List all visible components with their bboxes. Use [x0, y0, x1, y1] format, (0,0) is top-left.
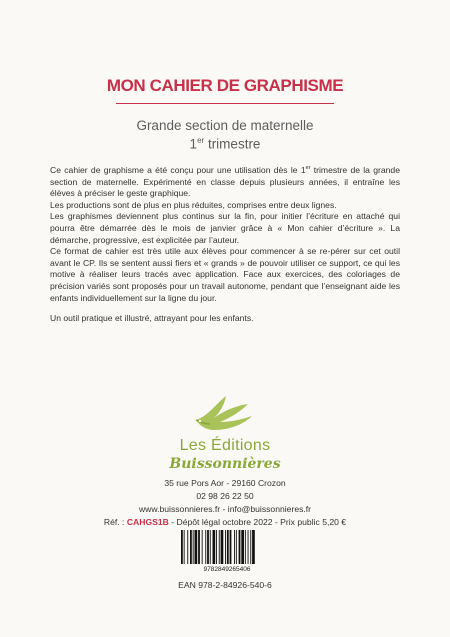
publisher-phone: 02 98 26 22 50 — [196, 491, 254, 501]
trimester-word: trimestre — [204, 136, 261, 152]
book-title: MON CAHIER DE GRAPHISME — [106, 76, 344, 95]
publisher-address: 35 rue Pors Aor - 29160 Crozon — [164, 478, 286, 488]
paragraph-1-end: trimestre de la grande section de maternelle. Expérimenté en classe depuis plusieurs années, il entraîne les élèves à préciser le geste graphique. — [50, 165, 400, 199]
trimester-sup: er — [197, 136, 205, 145]
paragraph-1-start: Ce cahier de graphisme a été conçu pour une utilisation dès le 1 — [50, 165, 306, 175]
reference-line — [0, 517, 450, 527]
ref-code: CAHGS1B — [126, 517, 169, 527]
paragraph-1 — [50, 165, 400, 200]
publisher-name-line2: Buissonnières — [169, 456, 281, 472]
trimester-number: 1 — [189, 136, 198, 152]
level-subtitle: Grande section de maternelle — [136, 118, 314, 133]
description-text — [50, 165, 400, 325]
ref-label: Réf. : — [103, 517, 127, 527]
publisher-web: www.buissonnieres.fr - info@buissonnieres.fr — [138, 504, 312, 514]
paragraph-3: Les graphismes deviennent plus continus sur la fin, pour initier l’écriture en attaché qui pourra être démarrée dès le mois de janvier grâce à « Mon cahier d’écriture ». La démarche, progressive, est explicitée par l’auteur. — [50, 211, 400, 245]
paragraph-5: Un outil pratique et illustré, attrayant pour les enfants. — [50, 313, 254, 324]
paragraph-4: Ce format de cahier est très utile aux élèves pour commencer à se re-pérer sur cet outil avant le CP. Ils se sentent aussi fiers et « grands » de pouvoir utiliser ce support, ce qui les motive à réaliser leurs tracés avec application. Face aux exercices, des coloriages de précision variés sont proposés pour un travail autonome, pendant que l’enseignant aide les enfants individuellement sur la ligne du jour. — [50, 246, 400, 303]
publisher-name-line1: Les Éditions — [179, 437, 271, 454]
publisher-bird-logo-icon — [190, 390, 260, 436]
ref-rest: - Dépôt légal octobre 2022 - Prix public 5,20 € — [168, 517, 347, 527]
barcode-number: 9782849265406 — [203, 566, 251, 573]
ean-code: EAN 978-2-84926-540-6 — [178, 580, 272, 590]
barcode-icon — [179, 530, 275, 566]
trimester-subtitle — [0, 136, 450, 152]
paragraph-1-sup: er — [305, 165, 311, 172]
paragraph-gap — [50, 304, 400, 313]
paragraph-2: Les productions sont de plus en plus réduites, comprises entre deux lignes. — [50, 199, 337, 210]
title-underline — [116, 103, 334, 104]
